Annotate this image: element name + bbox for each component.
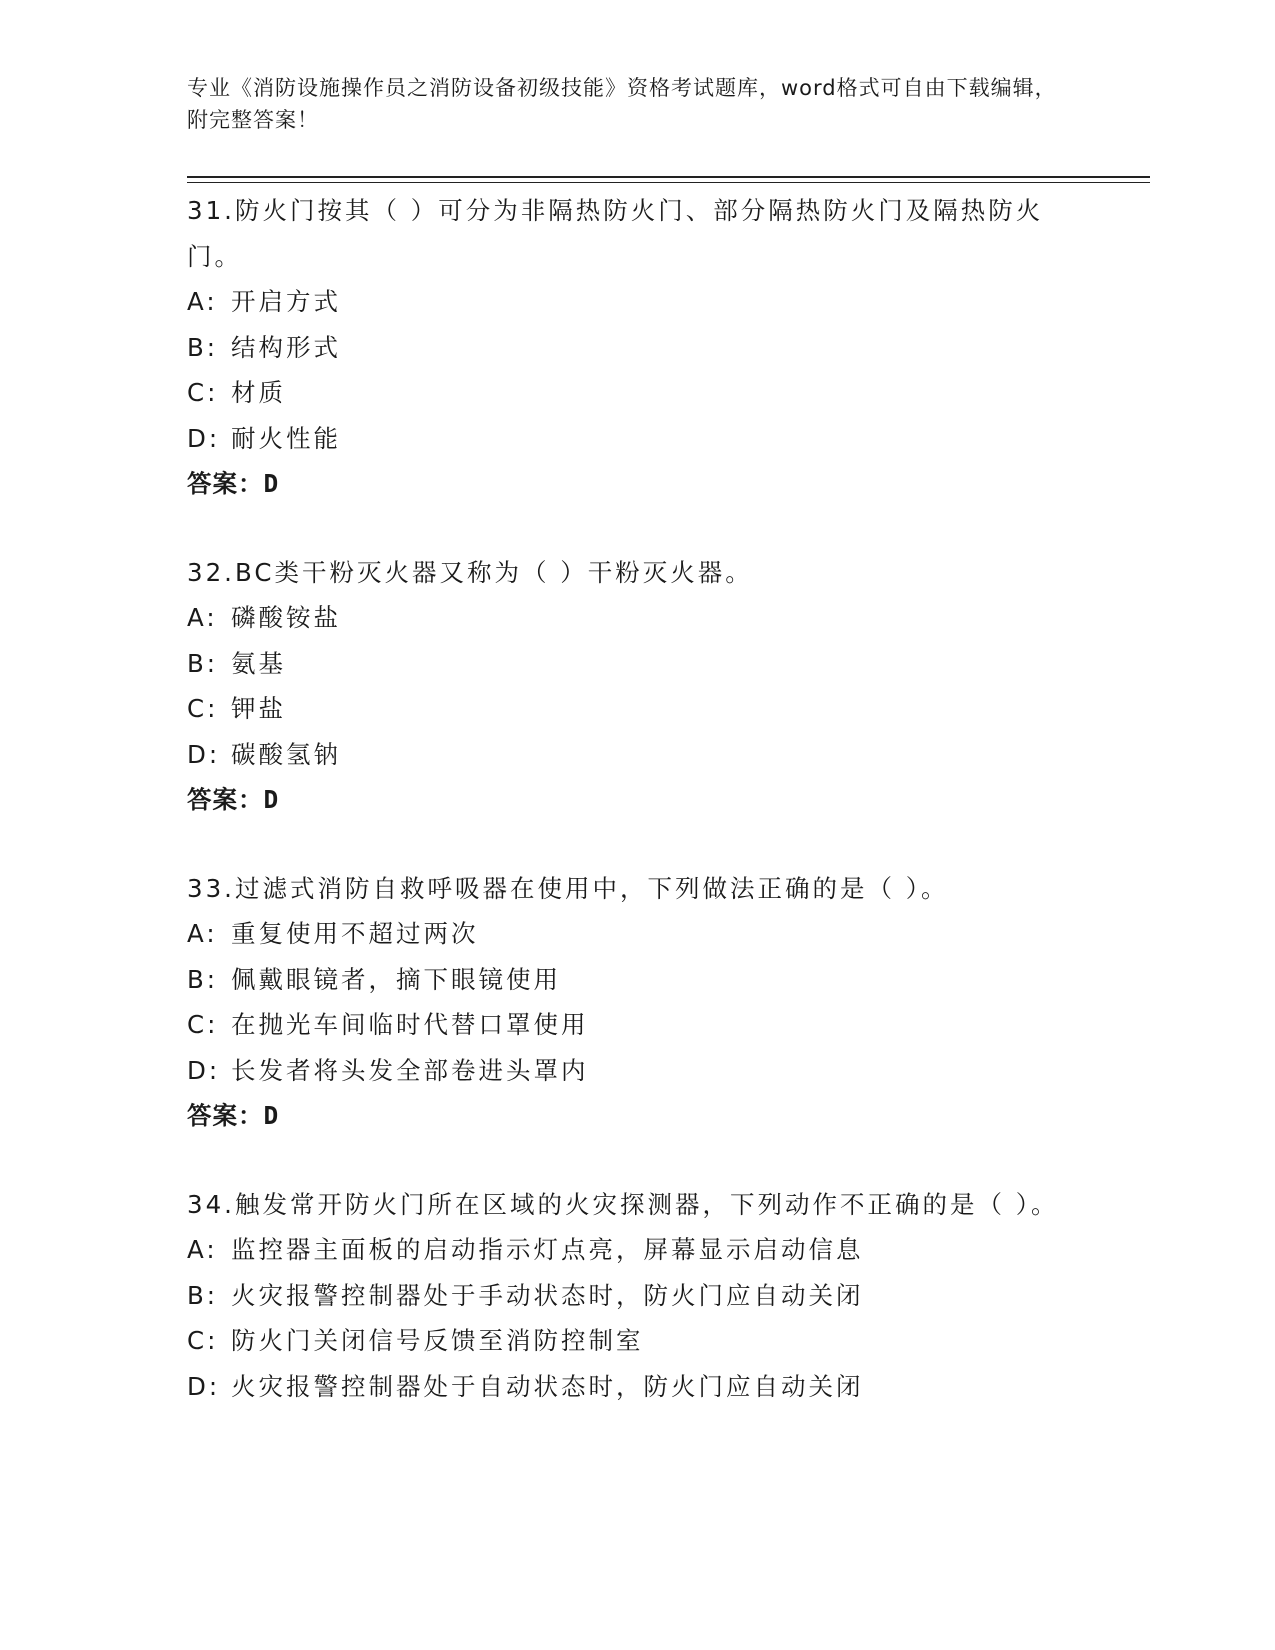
option-key: B:	[187, 964, 219, 994]
option-b	[187, 641, 1087, 687]
option-text: 重复使用不超过两次	[231, 919, 479, 948]
option-text: 耐火性能	[231, 423, 341, 453]
header-divider-thin	[187, 182, 1150, 183]
question-list	[187, 188, 1087, 1452]
option-text: 监控器主面板的启动指示灯点亮，屏幕显示启动信息	[231, 1235, 864, 1264]
option-key: A:	[187, 603, 218, 632]
option-key: B:	[187, 648, 219, 678]
option-text: 结构形式	[231, 332, 341, 362]
option-key: C:	[187, 1010, 219, 1039]
option-key: B:	[187, 332, 219, 362]
option-a	[187, 911, 1087, 957]
option-key: D:	[187, 1055, 221, 1085]
option-d	[187, 1048, 1087, 1094]
option-d	[187, 416, 1087, 462]
option-key: D:	[187, 739, 221, 769]
option-key: A:	[187, 1235, 218, 1264]
question-33	[187, 866, 1087, 1139]
option-text: 碳酸氢钠	[231, 739, 341, 769]
option-text: 材质	[231, 378, 286, 407]
option-b	[187, 957, 1087, 1003]
answer: 答案：D	[187, 469, 280, 498]
option-text: 磷酸铵盐	[231, 603, 341, 632]
option-a	[187, 279, 1087, 325]
document-header: 专业《消防设施操作员之消防设备初级技能》资格考试题库，word格式可自由下载编辑，附完整答案！	[187, 76, 1057, 132]
option-key: A:	[187, 287, 218, 316]
option-c	[187, 1002, 1087, 1048]
option-b	[187, 325, 1087, 371]
option-b	[187, 1273, 1087, 1319]
option-a	[187, 1227, 1087, 1273]
header-divider-thick	[187, 176, 1150, 178]
option-key: C:	[187, 1326, 219, 1355]
option-d	[187, 1364, 1087, 1410]
question-stem: 32.BC类干粉灭火器又称为（ ）干粉灭火器。	[187, 557, 753, 587]
option-text: 佩戴眼镜者，摘下眼镜使用	[231, 964, 561, 994]
question-stem: 33.过滤式消防自救呼吸器在使用中，下列做法正确的是（ ）。	[187, 873, 949, 903]
option-key: D:	[187, 423, 221, 453]
option-text: 氨基	[231, 648, 286, 678]
option-text: 开启方式	[231, 287, 341, 316]
option-text: 火灾报警控制器处于手动状态时，防火门应自动关闭	[231, 1280, 864, 1310]
question-31	[187, 188, 1087, 507]
option-c	[187, 686, 1087, 732]
option-d	[187, 732, 1087, 778]
option-text: 长发者将头发全部卷进头罩内	[231, 1055, 589, 1085]
question-32	[187, 550, 1087, 823]
question-stem: 34.触发常开防火门所在区域的火灾探测器，下列动作不正确的是（ ）。	[187, 1189, 1059, 1219]
option-c	[187, 1318, 1087, 1364]
option-key: A:	[187, 919, 218, 948]
option-key: C:	[187, 694, 219, 723]
option-text: 钾盐	[231, 694, 286, 723]
option-key: C:	[187, 378, 219, 407]
option-a	[187, 595, 1087, 641]
question-stem: 31.防火门按其（ ）可分为非隔热防火门、部分隔热防火门及隔热防火门。	[187, 196, 1044, 271]
option-key: B:	[187, 1280, 219, 1310]
option-key: D:	[187, 1371, 221, 1401]
option-text: 在抛光车间临时代替口罩使用	[231, 1010, 589, 1039]
question-34	[187, 1182, 1087, 1410]
answer: 答案：D	[187, 1101, 280, 1130]
answer: 答案：D	[187, 785, 280, 814]
option-text: 火灾报警控制器处于自动状态时，防火门应自动关闭	[231, 1371, 864, 1401]
option-text: 防火门关闭信号反馈至消防控制室	[231, 1326, 644, 1355]
option-c	[187, 370, 1087, 416]
